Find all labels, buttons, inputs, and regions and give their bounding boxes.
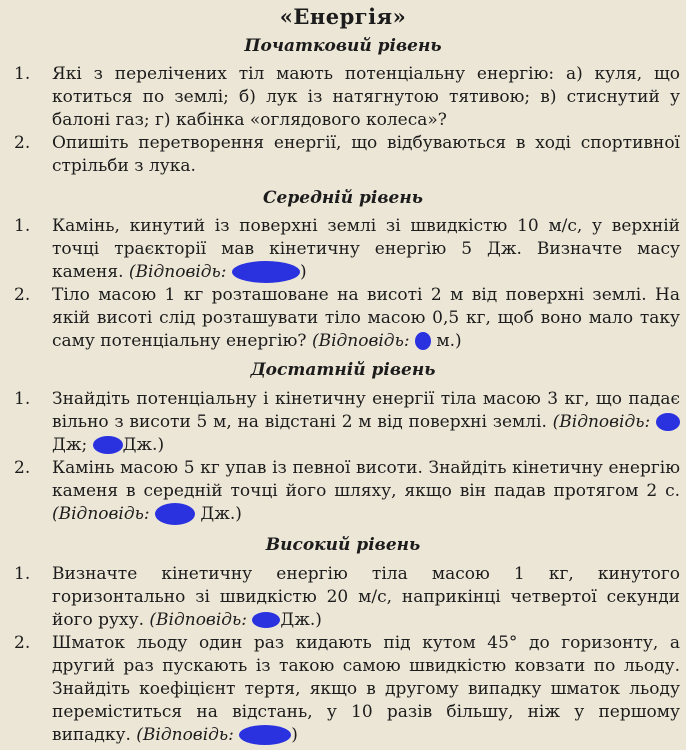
answer-label: (Відповідь: (311, 331, 410, 351)
answer-tail: ) (299, 262, 307, 282)
answer-tail: Дж.) (280, 610, 322, 630)
pen-scribble (656, 413, 680, 431)
answer-label: (Відповідь: (136, 725, 234, 745)
task-number: 1. (14, 216, 31, 236)
answer-label: (Відповідь: (128, 262, 227, 282)
answer-tail: Дж.) (122, 435, 165, 455)
task-text: Знайдіть потенціальну і кінетичну енергії тіла масою 3 кг, що падає вільно з висоти 5 м, на відстані 2 м від поверхні землі. (52, 389, 680, 432)
pen-scribble (155, 503, 195, 525)
pen-scribble (415, 332, 431, 350)
task-number: 2. (14, 633, 31, 653)
task-number: 2. (14, 285, 31, 305)
pen-scribble (252, 612, 280, 628)
page-title: «Енергія» (279, 4, 407, 29)
task-text: Опишіть перетворення енергії, що відбуваються в ході спортивної стрільби з лука. (52, 133, 680, 176)
answer-label: (Відповідь: (149, 610, 248, 630)
task-number: 1. (14, 564, 31, 584)
task-text: Камінь, кинутий із поверхні землі зі швидкістю 10 м/с, у верхній точці траєкторії мав кінетичну енергію 5 Дж. Визначте масу каменя. (52, 216, 680, 282)
pen-scribble (93, 436, 123, 454)
level-heading-sufficient: Достатній рівень (250, 360, 436, 380)
task-text: Камінь масою 5 кг упав із певної висоти. Знайдіть кінетичну енергію каменя в середній точці його шляху, якщо він падав протягом 2 с. (52, 458, 680, 501)
answer-label: (Відповідь: (52, 504, 150, 524)
task-number: 1. (14, 389, 31, 409)
answer-tail: ) (291, 725, 298, 745)
task-number: 2. (14, 133, 31, 153)
answer-label: (Відповідь: (552, 412, 651, 432)
task-text: Шматок льоду один раз кидають під кутом 45° до горизонту, а другий раз пускають із такою самою швидкістю ковзати по льоду. Знайдіть коефіцієнт тертя, якщо в другому випадку шматок льоду переміститься на відстань, у 10 разів більшу, ніж у першому випадку. (52, 633, 680, 745)
answer-tail: м.) (436, 331, 462, 351)
task-text: Які з перелічених тіл мають потенціальну енергію: а) куля, що котиться по землі; б) лук із натягнутою тятивою; в) стиснутий у балоні газ; г) кабінка «оглядового колеса»? (52, 64, 680, 130)
level-heading-initial: Початковий рівень (244, 36, 442, 56)
task-text: Визначте кінетичну енергію тіла масою 1 кг, кинутого горизонтально зі швидкістю 20 м/с, наприкінці четвертої секунди його руху. (52, 564, 680, 630)
task-number: 2. (14, 458, 31, 478)
answer-mid: Дж; (52, 435, 88, 455)
task-number: 1. (14, 64, 31, 84)
answer-tail: Дж.) (200, 504, 242, 524)
pen-scribble (239, 725, 291, 745)
pen-scribble (232, 261, 300, 283)
task-text: Тіло масою 1 кг розташоване на висоті 2 м від поверхні землі. На якій висоті слід розташувати тіло масою 0,5 кг, щоб воно мало таку саму потенціальну енергію? (52, 285, 680, 351)
level-heading-medium: Середній рівень (263, 188, 423, 208)
level-heading-high: Високий рівень (265, 535, 421, 555)
